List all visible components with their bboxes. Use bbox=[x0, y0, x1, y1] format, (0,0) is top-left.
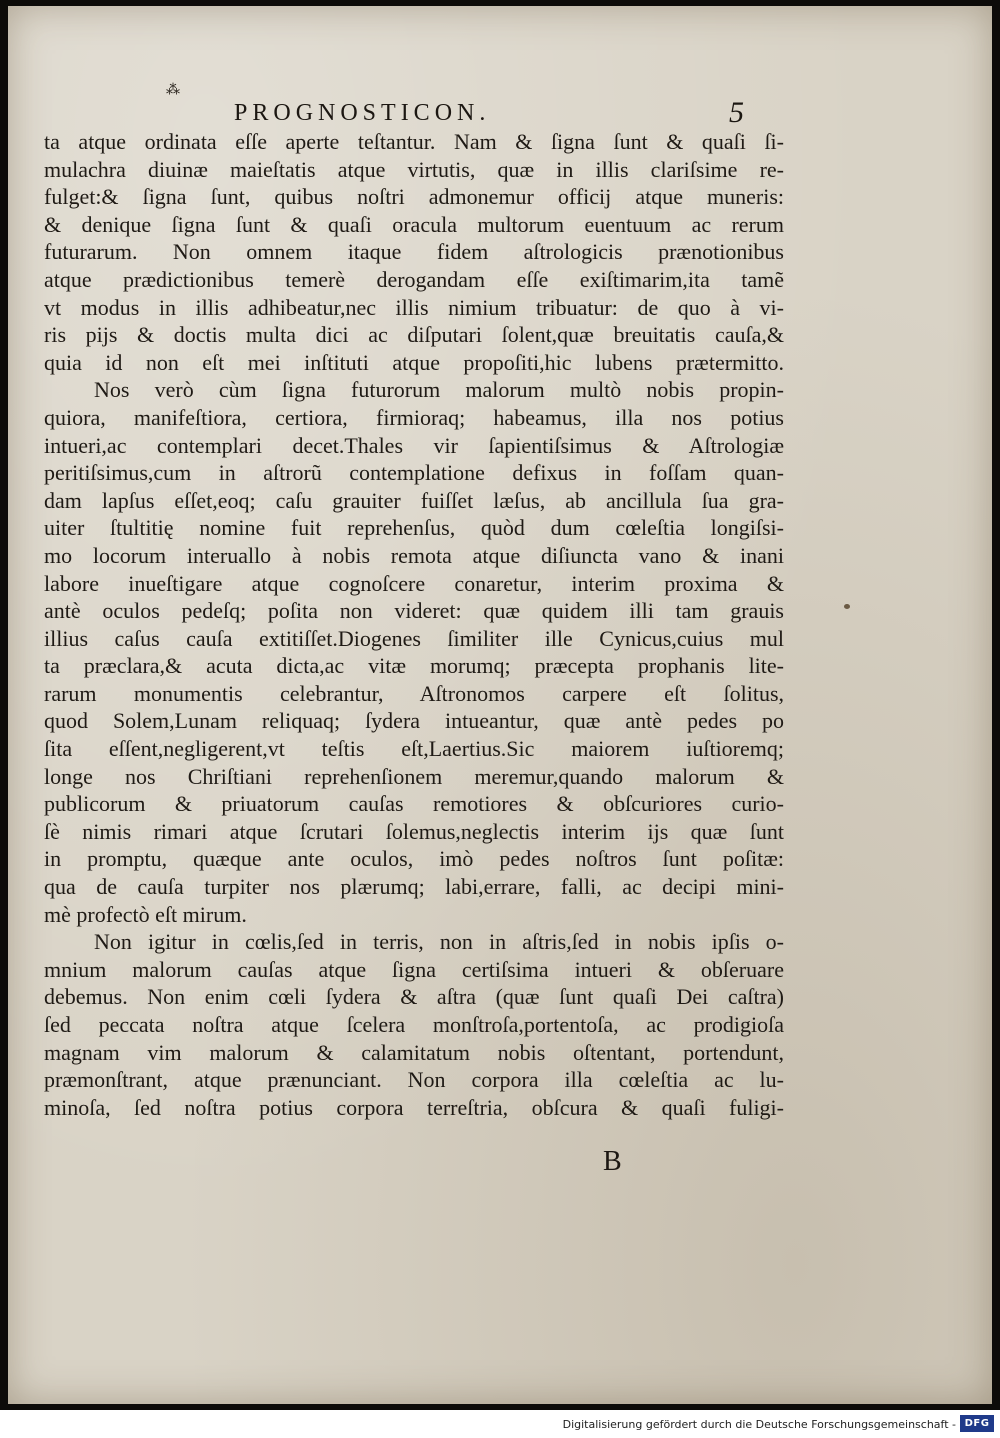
text-line: intueri,ac contemplari decet.Thales vir ſapientiſsimus & Aſtrologiæ bbox=[44, 432, 784, 458]
text-line: mè profectò eſt mirum. bbox=[44, 901, 247, 927]
text-line: quia id non eſt mei inſtituti atque propoſiti,hic lubens prætermitto. bbox=[44, 349, 784, 375]
dfg-logo: DFG bbox=[960, 1415, 994, 1432]
text-line: Non igitur in cœlis,ſed in terris, non in aſtris,ſed in nobis ipſis o- bbox=[94, 929, 784, 955]
text-line: quod Solem,Lunam reliquaq; ſydera intueantur, quæ antè pedes po bbox=[44, 708, 784, 734]
text-line: ſed peccata noſtra atque ſcelera monſtroſa,portentoſa, ac prodigioſa bbox=[44, 1012, 784, 1037]
text-line: labore inueſtigare atque cognoſcere conaretur, interim proxima & bbox=[44, 570, 784, 596]
text-line: mo locorum interuallo à nobis remota atque diſiuncta vano & inani bbox=[44, 542, 784, 568]
funding-credit: Digitalisierung gefördert durch die Deutsche Forschungsgemeinschaft - bbox=[562, 1418, 956, 1431]
text-line: ris pijs & doctis multa dici ac diſputari ſolent,quæ breuitatis cauſa,& bbox=[44, 322, 784, 348]
text-line: ſè nimis rimari atque ſcrutari ſolemus,neglectis interim ijs quæ ſunt bbox=[44, 818, 784, 844]
ink-speck bbox=[844, 604, 850, 609]
page-mark: ⁂ bbox=[166, 82, 180, 98]
text-line: mulachra diuinæ maieſtatis atque virtutis, quæ in illis clariſsime re- bbox=[44, 156, 784, 182]
text-line: Nos verò cùm ſigna futurorum malorum multò nobis propin- bbox=[94, 377, 784, 403]
page-number: 5 bbox=[729, 96, 744, 129]
text-line: uiter ſtultitię nomine fuit reprehenſus, quòd dum cœleſtia longiſsi- bbox=[44, 515, 784, 541]
text-line: præmonſtrant, atque prænunciant. Non corpora illa cœleſtia ac lu- bbox=[44, 1067, 784, 1093]
text-line: vt modus in illis adhibeatur,nec illis nimium tribuatur: de quo à vi- bbox=[44, 294, 784, 320]
text-line: magnam vim malorum & calamitatum nobis oſtentant, portendunt, bbox=[44, 1039, 784, 1065]
footer-bar bbox=[0, 1410, 1000, 1438]
text-line: publicorum & priuatorum cauſas remotiores & obſcuriores curio- bbox=[44, 791, 784, 817]
signature-mark: B bbox=[603, 1146, 622, 1177]
text-line: ta præclara,& acuta dicta,ac vitæ morumq; præcepta prophanis lite- bbox=[44, 653, 784, 679]
text-line: futurarum. Non omnem itaque fidem aſtrologicis prænotionibus bbox=[44, 239, 784, 265]
text-line: atque prædictionibus temerè derogandam eſſe exiſtimarim,ita tamẽ bbox=[44, 266, 784, 292]
text-line: longe nos Chriſtiani reprehenſionem meremur,quando malorum & bbox=[44, 763, 784, 789]
text-line: rarum monumentis celebrantur, Aſtronomos carpere eſt ſolitus, bbox=[44, 680, 784, 706]
text-line: minoſa, ſed noſtra potius corpora terreſtria, obſcura & quaſi fuligi- bbox=[44, 1094, 784, 1120]
text-line: qua de cauſa turpiter nos plærumq; labi,errare, falli, ac decipi mini- bbox=[44, 874, 784, 900]
running-head: PROGNOSTICON. bbox=[234, 100, 491, 126]
text-line: illius caſus cauſa extitiſſet.Diogenes ſimiliter ille Cynicus,cuius mul bbox=[44, 625, 784, 651]
text-line: ſita eſſent,negligerent,vt teſtis eſt,Laertius.Sic maiorem iuſtioremq; bbox=[44, 736, 784, 762]
text-line: peritiſsimus,cum in aſtrorũ contemplatione defixus in foſſam quan- bbox=[44, 460, 784, 486]
text-line: ta atque ordinata eſſe aperte teſtantur. Nam & ſigna ſunt & quaſi ſi- bbox=[44, 129, 784, 154]
body-text bbox=[44, 128, 784, 1121]
text-line: fulget:& ſigna ſunt, quibus noſtri admonemur officij atque muneris: bbox=[44, 184, 784, 210]
text-line: mnium malorum cauſas atque ſigna certiſsima intueri & obſeruare bbox=[44, 956, 784, 982]
text-line: quiora, manifeſtiora, certiora, firmioraq; habeamus, illa nos potius bbox=[44, 404, 784, 430]
text-line: in promptu, quæque ante oculos, imò pedes noſtros ſunt poſitæ: bbox=[44, 846, 784, 872]
text-line: debemus. Non enim cœli ſydera & aſtra (quæ ſunt quaſi Dei caſtra) bbox=[44, 984, 784, 1010]
text-line: dam lapſus eſſet,eoq; caſu grauiter fuiſſet læſus, ab ancillula ſua gra- bbox=[44, 487, 784, 513]
book-page bbox=[8, 6, 992, 1404]
text-line: & denique ſigna ſunt & quaſi oracula multorum euentuum ac rerum bbox=[44, 211, 784, 237]
text-line: antè oculos pedeſq; poſita non videret: quæ quidem illi tam grauis bbox=[44, 598, 784, 624]
